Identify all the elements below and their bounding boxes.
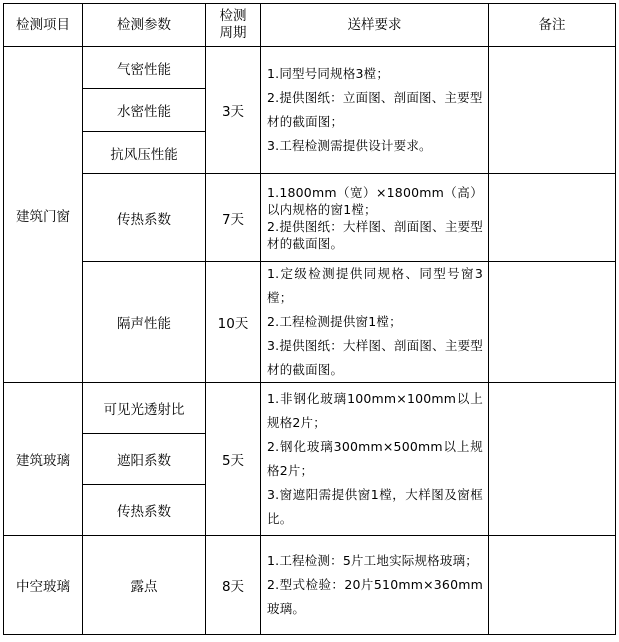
param-visible-transmittance: 可见光透射比 <box>83 383 206 434</box>
requirement-line: 3.窗遮阳需提供窗1樘，大样图及窗框比。 <box>267 487 483 526</box>
remark-cell <box>489 536 616 635</box>
requirement-line: 2.钢化玻璃300mm×500mm以上规格2片； <box>267 439 483 478</box>
header-row <box>4 4 616 47</box>
header-period-line2: 周期 <box>219 25 247 41</box>
requirement-line: 1.1800mm（宽）×1800mm（高）以内规格的窗1樘； <box>267 184 483 217</box>
item-doors-windows: 建筑门窗 <box>4 47 83 383</box>
table-row <box>4 47 616 89</box>
requirement-line: 1.定级检测提供同规格、同型号窗3樘； <box>267 266 483 305</box>
header-item: 检测项目 <box>4 4 83 47</box>
requirement-line: 1.非钢化玻璃100mm×100mm以上规格2片； <box>267 391 483 430</box>
remark-cell <box>489 47 616 174</box>
remark-cell <box>489 262 616 383</box>
requirement-line: 3.提供图纸：大样图、剖面图、主要型材的截面图。 <box>267 338 483 377</box>
period-cell: 10天 <box>206 262 261 383</box>
period-cell: 7天 <box>206 174 261 262</box>
requirement-line: 1.工程检测：5片工地实际规格玻璃； <box>267 553 478 568</box>
requirement-line: 2.工程检测提供窗1樘； <box>267 314 402 329</box>
requirement-cell <box>261 262 489 383</box>
param-wind-pressure: 抗风压性能 <box>83 132 206 174</box>
requirement-cell <box>261 383 489 536</box>
header-period <box>206 4 261 47</box>
table-row <box>4 174 616 262</box>
testing-requirements-table <box>3 3 616 635</box>
requirement-cell <box>261 174 489 262</box>
requirement-line: 2.提供图纸：立面图、剖面图、主要型材的截面图； <box>267 90 483 129</box>
item-glass: 建筑玻璃 <box>4 383 83 536</box>
item-insulating-glass: 中空玻璃 <box>4 536 83 635</box>
param-heat-transfer: 传热系数 <box>83 174 206 262</box>
remark-cell <box>489 383 616 536</box>
header-param: 检测参数 <box>83 4 206 47</box>
header-requirement: 送样要求 <box>261 4 489 47</box>
param-shading-coefficient: 遮阳系数 <box>83 434 206 485</box>
remark-cell <box>489 174 616 262</box>
requirement-cell <box>261 536 489 635</box>
param-watertightness: 水密性能 <box>83 89 206 132</box>
requirement-cell <box>261 47 489 174</box>
period-cell: 8天 <box>206 536 261 635</box>
table-row <box>4 536 616 635</box>
requirement-line: 2.提供图纸：大样图、剖面图、主要型材的截面图。 <box>267 218 483 251</box>
period-cell: 3天 <box>206 47 261 174</box>
header-period-line1: 检测 <box>219 8 247 24</box>
header-remark: 备注 <box>489 4 616 47</box>
param-airtightness: 气密性能 <box>83 47 206 89</box>
requirement-line: 3.工程检测需提供设计要求。 <box>267 138 432 153</box>
requirement-line: 2.型式检验：20片510mm×360mm玻璃。 <box>267 577 483 616</box>
param-glass-heat-transfer: 传热系数 <box>83 485 206 536</box>
table-row <box>4 383 616 434</box>
period-cell: 5天 <box>206 383 261 536</box>
param-dew-point: 露点 <box>83 536 206 635</box>
table-row <box>4 262 616 383</box>
param-sound-insulation: 隔声性能 <box>83 262 206 383</box>
requirement-line: 1.同型号同规格3樘； <box>267 66 390 81</box>
